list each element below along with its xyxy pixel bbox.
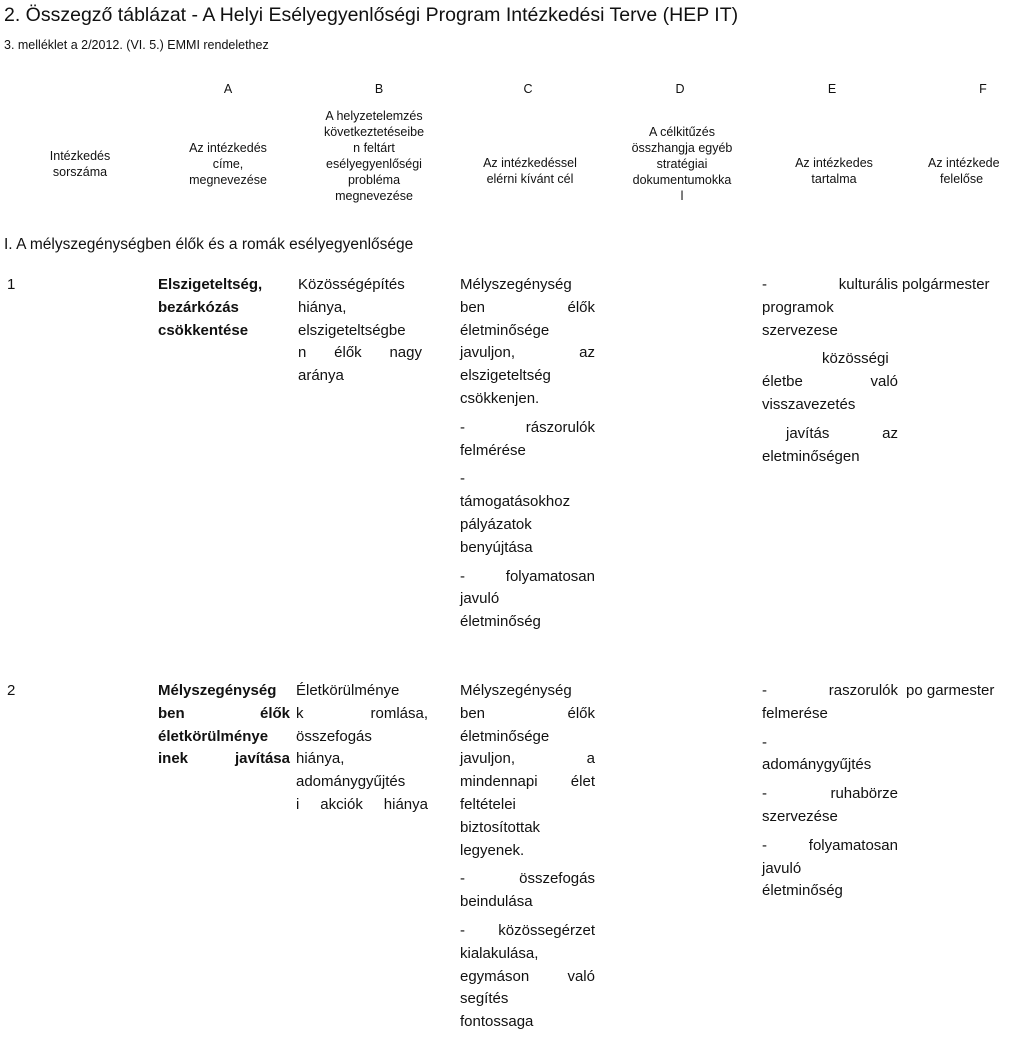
- text-line: - raszorulók: [762, 682, 898, 699]
- text-line: mindennapi élet: [460, 773, 595, 791]
- row-2-goal: [460, 680, 595, 1034]
- text-line: - ruhabörze: [762, 785, 898, 803]
- header-sorszam: [4, 148, 156, 180]
- text-line: - kulturális: [762, 276, 898, 293]
- text-line: egymáson való: [460, 967, 595, 985]
- header-line: összhangja egyéb: [631, 141, 733, 155]
- text-line: ben élők: [460, 704, 595, 722]
- text-line: közösségi: [822, 350, 889, 368]
- header-line: A helyzetelemzés: [325, 109, 423, 123]
- text-line: fontossaga: [460, 1013, 534, 1031]
- text-line: - összefogás: [460, 870, 595, 888]
- text-line: - folyamatosan: [460, 567, 595, 585]
- header-line: Az intézkedes: [795, 156, 873, 170]
- text-line: inek javítása: [158, 750, 290, 768]
- text-line: Mélyszegénység: [460, 682, 572, 699]
- row-1-number: 1: [7, 276, 16, 293]
- header-line: Az intézkedéssel: [483, 156, 577, 170]
- header-line: megnevezése: [335, 189, 413, 203]
- text-line: eletminőségen: [762, 447, 860, 465]
- text-line: felmérése: [460, 441, 526, 459]
- text-line: csökkenjen.: [460, 389, 540, 407]
- header-a-intezkedes-cime: [152, 140, 304, 188]
- text-line: támogatásokhoz: [460, 493, 571, 511]
- text-line: visszavezetés: [762, 395, 856, 413]
- column-letter-c: C: [523, 82, 533, 96]
- text-line: i akciók hiánya: [296, 795, 428, 813]
- row-2-title: [158, 680, 290, 771]
- text-line: életkörülménye: [158, 727, 269, 745]
- header-line: probléma: [347, 173, 401, 187]
- column-letter-b: B: [374, 82, 384, 96]
- text-line: -: [762, 733, 767, 751]
- header-line: esélyegyenlőségi: [326, 157, 422, 171]
- document-subtitle: 3. melléklet a 2/2012. (VI. 5.) EMMI rendelethez: [4, 38, 269, 52]
- header-line: l: [680, 189, 684, 203]
- text-line: javuló: [460, 590, 500, 608]
- text-line: szervezese: [762, 321, 838, 339]
- text-line: segítés: [460, 990, 509, 1008]
- text-line: életminőség: [460, 613, 541, 631]
- text-line: Életkörülménye: [296, 682, 400, 699]
- text-line: elszigeteltségbe: [298, 321, 406, 339]
- header-line: Intézkedés: [49, 149, 111, 163]
- row-1-goal: [460, 274, 595, 634]
- text-line: javítás az: [786, 424, 898, 442]
- text-line: életbe való: [762, 373, 898, 391]
- text-line: elszigeteltség: [460, 367, 551, 385]
- column-letter-d: D: [675, 82, 685, 96]
- text-line: - folyamatosan: [762, 836, 898, 854]
- text-line: felmerése: [762, 704, 828, 722]
- text-line: kialakulása,: [460, 944, 539, 962]
- text-line: biztosítottak: [460, 818, 541, 836]
- header-line: felelőse: [940, 172, 984, 186]
- text-line: Mélyszegénység: [158, 682, 277, 699]
- column-letter-e: E: [827, 82, 837, 96]
- text-line: aránya: [298, 367, 344, 385]
- header-b-problema: [296, 108, 452, 204]
- document-title: 2. Összegző táblázat - A Helyi Esélyegyenlőségi Program Intézkedési Terve (HEP IT): [4, 4, 739, 26]
- row-2-problem: [296, 680, 428, 817]
- row-1-responsible: polgármester: [902, 276, 990, 293]
- column-letter-f: F: [979, 82, 987, 96]
- section-heading: I. A mélyszegénységben élők és a romák esélyegyenlősége: [4, 236, 414, 253]
- column-letter-a: A: [223, 82, 233, 96]
- header-line: Az intézkedés: [189, 141, 267, 155]
- row-2-responsible: po garmester: [906, 682, 995, 699]
- header-line: tartalma: [811, 172, 857, 186]
- text-line: beindulása: [460, 893, 533, 911]
- header-line: stratégiai: [656, 157, 708, 171]
- text-line: Közösségépítés: [298, 276, 405, 293]
- text-line: csökkentése: [158, 321, 249, 339]
- text-line: n élők nagy: [298, 344, 422, 362]
- text-line: Elszigeteltség,: [158, 276, 263, 293]
- header-e-tartalma: [756, 155, 912, 187]
- header-f-felelose: [928, 155, 1024, 187]
- text-line: - közössegérzet: [460, 921, 595, 939]
- row-1-content: [762, 274, 898, 468]
- text-line: életminősége: [460, 727, 550, 745]
- header-line: dokumentumokka: [632, 173, 732, 187]
- row-2-content: [762, 680, 898, 903]
- text-line: összefogás: [296, 727, 372, 745]
- header-line: elérni kívánt cél: [486, 172, 574, 186]
- text-line: ben élők: [460, 298, 595, 316]
- text-line: feltételei: [460, 795, 516, 813]
- text-line: adománygyűjtés: [296, 773, 406, 791]
- header-line: következtetéseibe: [323, 125, 425, 139]
- text-line: javuló: [762, 859, 802, 877]
- text-line: benyújtása: [460, 538, 533, 556]
- header-line: megnevezése: [189, 173, 267, 187]
- text-line: ben élők: [158, 704, 290, 722]
- text-line: szervezése: [762, 807, 838, 825]
- text-line: életminősége: [460, 321, 550, 339]
- text-line: -: [460, 470, 465, 488]
- text-line: javuljon, az: [460, 344, 595, 362]
- text-line: javuljon, a: [460, 750, 595, 768]
- row-1-title: [158, 274, 282, 342]
- text-line: bezárkózás: [158, 298, 239, 316]
- text-line: pályázatok: [460, 515, 532, 533]
- text-line: legyenek.: [460, 841, 525, 859]
- text-line: k romlása,: [296, 704, 428, 722]
- header-line: Az intézkede: [928, 156, 1000, 170]
- text-line: - rászorulók: [460, 418, 595, 436]
- row-1-problem: [298, 274, 422, 388]
- header-line: n feltárt: [353, 141, 395, 155]
- text-line: programok: [762, 298, 834, 316]
- header-d-osszhang: [604, 124, 760, 204]
- header-line: sorszáma: [52, 165, 108, 179]
- header-c-cel: [452, 155, 608, 187]
- header-line: A célkitűzés: [648, 125, 715, 139]
- text-line: Mélyszegénység: [460, 276, 572, 293]
- header-line: címe,: [212, 157, 244, 171]
- text-line: hiánya,: [298, 298, 347, 316]
- text-line: életminőség: [762, 882, 843, 900]
- text-line: hiánya,: [296, 750, 345, 768]
- text-line: adománygyűjtés: [762, 756, 872, 774]
- row-2-number: 2: [7, 682, 16, 699]
